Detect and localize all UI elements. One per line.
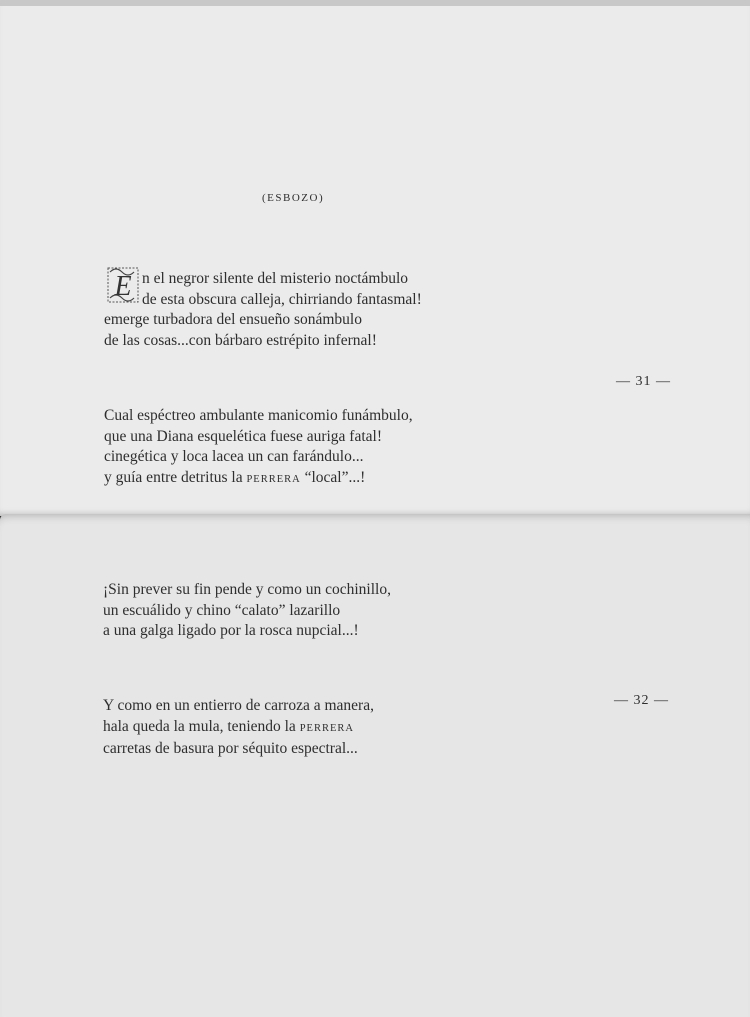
stanza-2 xyxy=(104,406,413,490)
line-text: hala queda la mula, teniendo la xyxy=(103,717,300,735)
stanza-3-line-3: a una galga ligado por la rosca nupcial...! xyxy=(103,622,359,639)
stanza-2-line-3: cinegética y loca lacea un can farándulo... xyxy=(104,448,364,465)
page-number-31: — 31 — xyxy=(616,374,671,389)
small-caps-word: PERRERA xyxy=(246,473,301,485)
stanza-1-line-3: emerge turbadora del ensueño sonámbulo xyxy=(104,311,362,328)
dropcap-letter: E xyxy=(114,271,132,302)
poem-subtitle: (ESBOZO) xyxy=(262,192,325,204)
line-text: y guía entre detritus la xyxy=(104,468,247,486)
stanza-3 xyxy=(103,580,391,642)
stanza-3-line-1: ¡Sin prever su fin pende y como un cochinillo, xyxy=(103,581,391,598)
small-caps-word: PERRERA xyxy=(299,722,354,734)
stanza-3-line-2: un escuálido y chino “calato” lazarillo xyxy=(103,601,341,619)
stanza-2-line-4 xyxy=(104,468,413,491)
stanza-2-line-2: que una Diana esquelética fuese auriga fatal! xyxy=(104,427,382,445)
stanza-1-line-1: n el negror silente del misterio noctámbulo xyxy=(142,270,409,287)
stanza-4-line-1: Y como en un entierro de carroza a manera, xyxy=(103,697,374,714)
stanza-4-line-2 xyxy=(103,717,374,740)
stanza-1 xyxy=(104,269,422,351)
page-32 xyxy=(0,514,750,1017)
page-number-32: — 32 — xyxy=(614,693,669,708)
stanza-2-line-1: Cual espéctreo ambulante manicomio funámbulo, xyxy=(104,407,413,424)
stanza-4 xyxy=(103,696,374,760)
stanza-1-line-4: de las cosas...con bárbaro estrépito infernal! xyxy=(104,331,377,349)
stanza-1-line-2: de esta obscura calleja, chirriando fantasmal! xyxy=(142,290,422,308)
stanza-4-line-3: carretas de basura por séquito espectral... xyxy=(103,740,358,757)
line-text: “local”...! xyxy=(300,468,366,486)
